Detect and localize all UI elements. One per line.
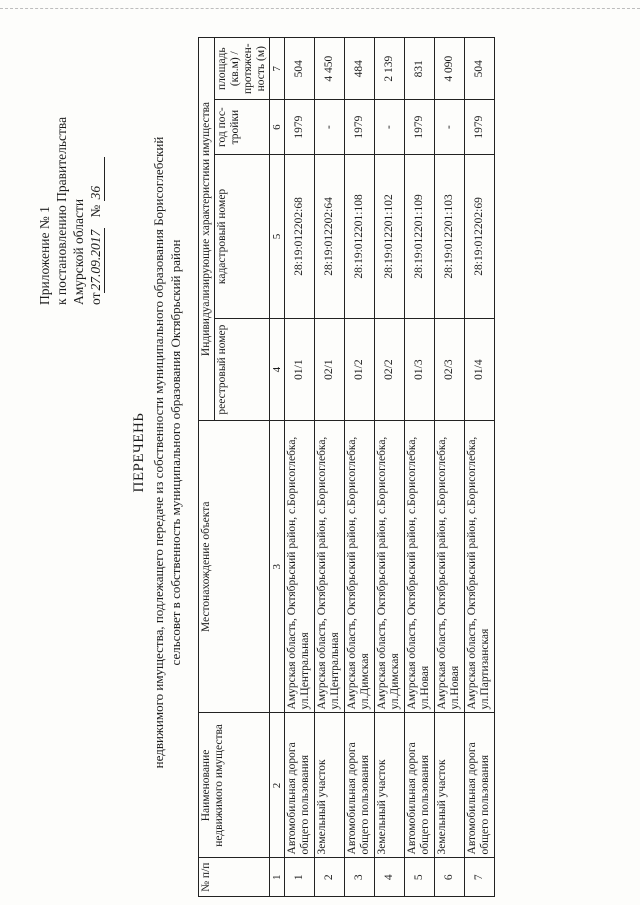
area-value: 831 (405, 38, 435, 100)
cadastral-number: 28:19:012202:64 (315, 154, 345, 318)
column-number: 3 (270, 421, 285, 713)
table-row (375, 38, 405, 897)
document-subtitle (150, 0, 184, 905)
area-value: 484 (345, 38, 375, 100)
row-number: 6 (435, 858, 465, 897)
row-number: 7 (465, 858, 495, 897)
property-location: Амурская область, Октябрьский район, с.Борисоглебка, ул.Новая (405, 421, 435, 713)
column-number: 4 (270, 319, 285, 421)
column-number: 6 (270, 100, 285, 154)
table-row (285, 38, 315, 897)
cadastral-number: 28:19:012201:103 (435, 154, 465, 318)
column-number: 5 (270, 154, 285, 318)
property-name: Земельный участок (375, 713, 405, 858)
row-number: 1 (285, 858, 315, 897)
row-number: 3 (345, 858, 375, 897)
table-row (465, 38, 495, 897)
construction-year: 1979 (345, 100, 375, 154)
table-row (405, 38, 435, 897)
registry-number: 02/1 (315, 319, 345, 421)
area-value: 4 090 (435, 38, 465, 100)
row-number: 5 (405, 858, 435, 897)
construction-year: - (435, 100, 465, 154)
area-value: 4 450 (315, 38, 345, 100)
property-location: Амурская область, Октябрьский район, с.Борисоглебка, ул.Димская (345, 421, 375, 713)
appendix-line-3: Амурской области (71, 198, 86, 305)
cadastral-number: 28:19:012201:109 (405, 154, 435, 318)
property-name: Автомобильная дорога общего пользования (465, 713, 495, 858)
property-location: Амурская область, Октябрьский район, с.Борисоглебка, ул.Димская (375, 421, 405, 713)
document-title: ПЕРЕЧЕНЬ (131, 412, 147, 493)
row-number: 2 (315, 858, 345, 897)
subtitle-line-1: недвижимого имущества, подлежащего передаче из собственности муниципального образования Борисоглебский (151, 136, 166, 769)
area-value: 504 (285, 38, 315, 100)
appendix-date-line (87, 5, 105, 305)
appendix-line-1: Приложение № 1 (37, 206, 52, 305)
cadastral-number: 28:19:012202:68 (285, 154, 315, 318)
cadastral-number: 28:19:012201:102 (375, 154, 405, 318)
table-row (315, 38, 345, 897)
property-location: Амурская область, Октябрьский район, с.Борисоглебка, ул.Центральная (285, 421, 315, 713)
header-area: площадь (кв.м) / протяжен-ность (м) (215, 38, 270, 100)
construction-year: 1979 (465, 100, 495, 154)
header-num: № п/п (199, 858, 270, 897)
construction-year: - (315, 100, 345, 154)
header-year: год пос-тройки (215, 100, 270, 154)
table-row (345, 38, 375, 897)
property-table (198, 37, 495, 897)
header-name: Наименование недвижимого имущества (199, 713, 270, 858)
registry-number: 01/4 (465, 319, 495, 421)
construction-year: 1979 (285, 100, 315, 154)
property-location: Амурская область, Октябрьский район, с.Борисоглебка, ул.Центральная (315, 421, 345, 713)
header-cadastral: кадастровый номер (215, 154, 270, 318)
handwritten-number: 36 (87, 157, 105, 201)
column-number-row (270, 38, 285, 897)
appendix-block (36, 5, 105, 305)
property-name: Автомобильная дорога общего пользования (345, 713, 375, 858)
property-name: Автомобильная дорога общего пользования (285, 713, 315, 858)
column-number: 2 (270, 713, 285, 858)
header-location: Местонахождение объекта (199, 421, 270, 713)
column-number: 7 (270, 38, 285, 100)
construction-year: - (375, 100, 405, 154)
property-location: Амурская область, Октябрьский район, с.Борисоглебка, ул.Новая (435, 421, 465, 713)
cadastral-number: 28:19:012201:108 (345, 154, 375, 318)
appendix-line-2: к постановлению Правительства (54, 116, 69, 305)
row-number: 4 (375, 858, 405, 897)
registry-number: 01/2 (345, 319, 375, 421)
header-reg-number: реестровый номер (215, 319, 270, 421)
handwritten-date: 27.09.2017 (88, 229, 103, 291)
property-location: Амурская область, Октябрьский район, с.Борисоглебка, ул.Партизанская (465, 421, 495, 713)
area-value: 504 (465, 38, 495, 100)
subtitle-line-2: сельсовет в собственность муниципального образования Октябрьский район (168, 239, 183, 666)
header-characteristics: Индивидуализирующие характеристики имущества (199, 38, 215, 421)
date-prefix: от (88, 292, 103, 305)
cadastral-number: 28:19:012202:69 (465, 154, 495, 318)
area-value: 2 139 (375, 38, 405, 100)
property-name: Автомобильная дорога общего пользования (405, 713, 435, 858)
table-row (435, 38, 465, 897)
column-number: 1 (270, 858, 285, 897)
number-prefix: № (88, 204, 103, 218)
property-name: Земельный участок (315, 713, 345, 858)
registry-number: 02/3 (435, 319, 465, 421)
registry-number: 01/3 (405, 319, 435, 421)
property-name: Земельный участок (435, 713, 465, 858)
construction-year: 1979 (405, 100, 435, 154)
registry-number: 01/1 (285, 319, 315, 421)
registry-number: 02/2 (375, 319, 405, 421)
